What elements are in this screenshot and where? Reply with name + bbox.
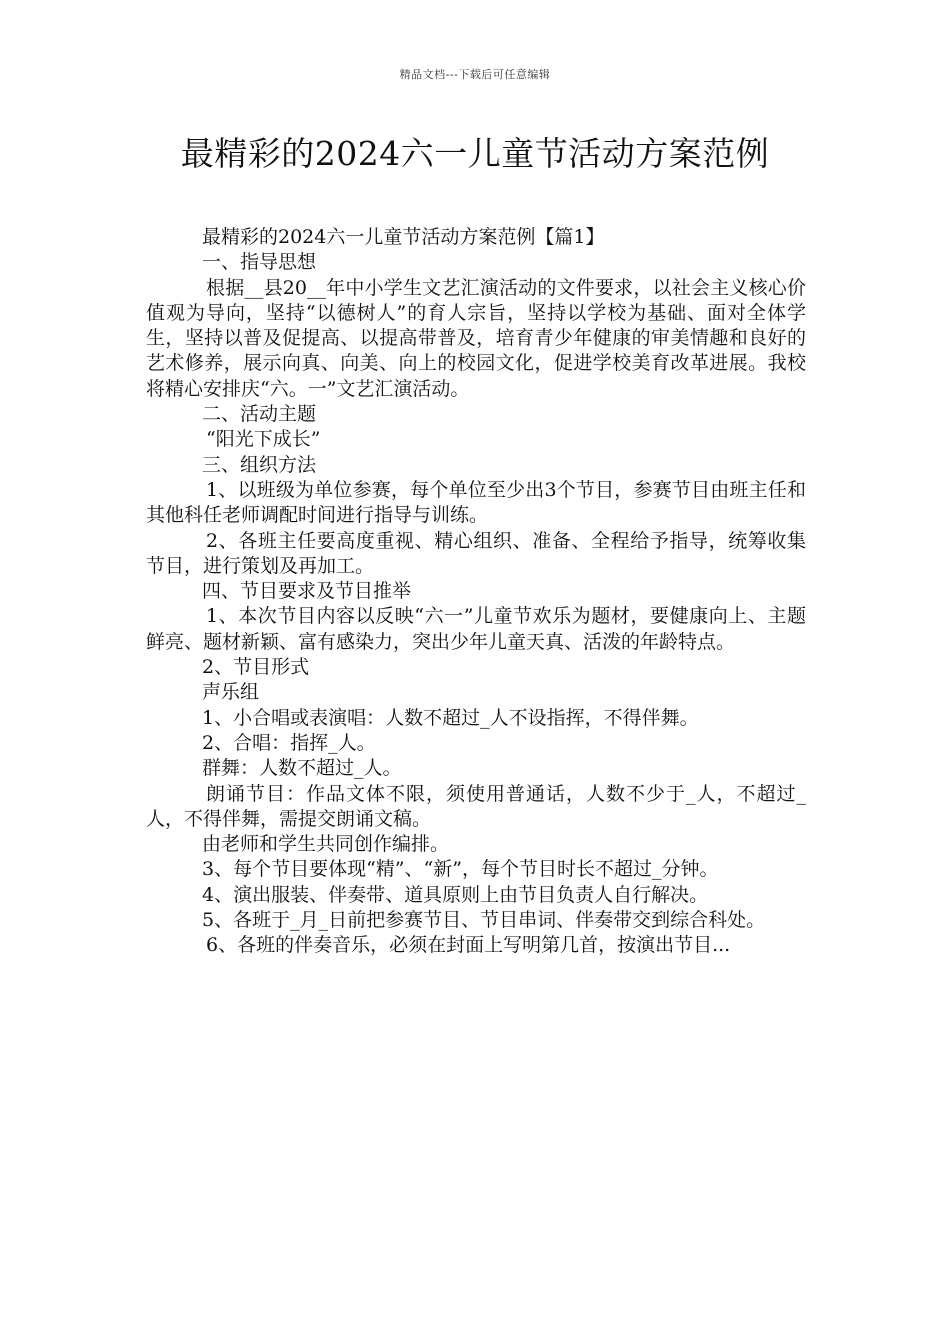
paragraph-vocal-group: 声乐组 <box>202 681 260 704</box>
paragraph-requirements-5: 5、各班于_月_日前把参赛节目、节目串词、伴奏带交到综合科处。 <box>202 909 766 932</box>
paragraph-co-creation: 由老师和学生共同创作编排。 <box>202 833 450 856</box>
section-heading-organization: 三、组织方法 <box>202 453 317 476</box>
paragraph-organization-2: 2、各班主任要高度重视、精心组织、准备、全程给予指导，统筹收集节目，进行策划及再加工。 <box>146 529 806 577</box>
paragraph-chorus: 2、合唱：指挥_人。 <box>202 731 376 754</box>
paragraph-theme: “阳光下成长” <box>206 428 321 451</box>
paragraph-organization-1: 1、以班级为单位参赛，每个单位至少出3个节目，参赛节目由班主任和其他科任老师调配时间进行指导与训练。 <box>146 478 806 527</box>
paragraph-requirements-4: 4、演出服装、伴奏带、道具原则上由节目负责人自行解决。 <box>202 883 709 906</box>
paragraph-group-dance: 群舞：人数不超过_人。 <box>202 757 402 780</box>
document-title: 最精彩的2024六一儿童节活动方案范例 <box>180 134 770 173</box>
paragraph-guiding-ideology: 根据__县20__年中小学生文艺汇演活动的文件要求，以社会主义核心价值观为导向，坚持“以德树人”的育人宗旨，坚持以学校为基础、面对全体学生，坚持以普及促提高、以提高带普及，培育青少年健康的审美情趣和良好的艺术修养，展示向真、向美、向上的校园文化，促进学校美育改革进展。我校将精心安排庆“六。一”文艺汇演活动。 <box>146 276 806 400</box>
paragraph-small-chorus: 1、小合唱或表演唱：人数不超过_人不设指挥，不得伴舞。 <box>202 706 699 729</box>
section-heading-article: 最精彩的2024六一儿童节活动方案范例【篇1】 <box>202 226 605 248</box>
paragraph-program-forms: 2、节目形式 <box>202 656 310 679</box>
paragraph-requirements-6: 6、各班的伴奏音乐，必须在封面上写明第几首，按演出节目... <box>206 934 731 957</box>
document-body <box>146 225 806 959</box>
paragraph-requirements-3: 3、每个节目要体现“精”、“新”，每个节目时长不超过_分钟。 <box>202 858 719 881</box>
section-heading-requirements: 四、节目要求及节目推举 <box>202 580 412 603</box>
section-heading-theme: 二、活动主题 <box>202 403 317 426</box>
section-heading-guiding-ideology: 一、指导思想 <box>202 251 317 274</box>
paragraph-recitation: 朗诵节目：作品文体不限，须使用普通话，人数不少于_人，不超过_人，不得伴舞，需提交朗诵文稿。 <box>146 782 806 830</box>
header-note: 精品文档---下载后可任意编辑 <box>399 68 551 81</box>
paragraph-requirements-1: 1、本次节目内容以反映“六一”儿童节欢乐为题材，要健康向上、主题鲜亮、题材新颖、富有感染力，突出少年儿童天真、活泼的年龄特点。 <box>146 605 806 653</box>
